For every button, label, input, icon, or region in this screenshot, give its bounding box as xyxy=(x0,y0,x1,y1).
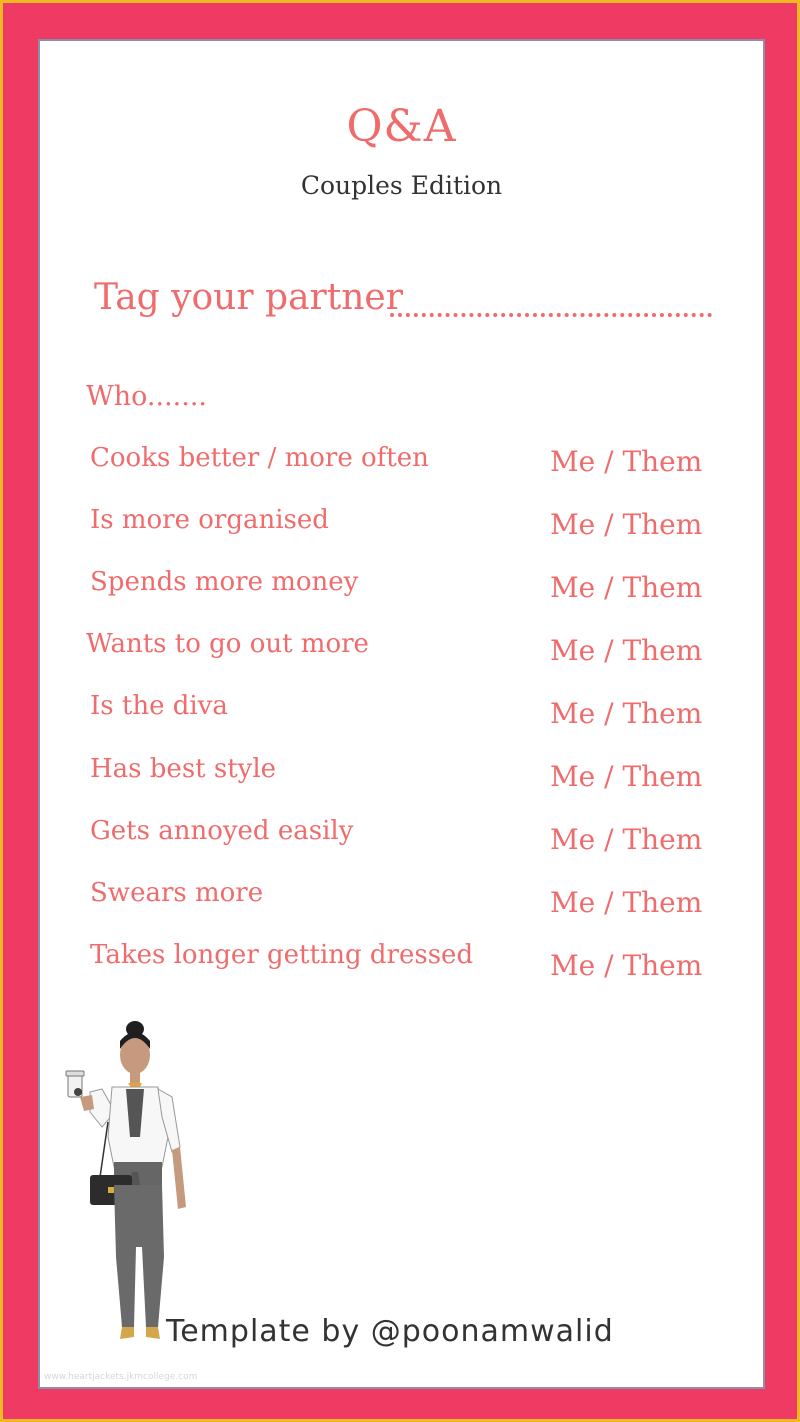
left-hand xyxy=(80,1095,94,1111)
answer-choice: Me / Them xyxy=(550,949,703,982)
question-label: Spends more money xyxy=(90,567,359,597)
question-label: Gets annoyed easily xyxy=(90,816,354,846)
template-card xyxy=(38,39,765,1389)
answer-choice: Me / Them xyxy=(550,445,703,478)
answer-choice: Me / Them xyxy=(550,571,703,604)
question-label: Has best style xyxy=(90,754,277,784)
answer-choice: Me / Them xyxy=(550,634,703,667)
watermark-text: www.heartjackets.jkmcollege.com xyxy=(44,1372,198,1382)
section-label: Who....... xyxy=(86,381,207,412)
question-label: Swears more xyxy=(90,878,264,908)
left-shoe xyxy=(120,1327,134,1339)
neck xyxy=(130,1072,140,1084)
question-label: Is the diva xyxy=(90,691,228,721)
right-arm xyxy=(172,1147,186,1209)
page-subtitle: Couples Edition xyxy=(300,171,503,200)
question-label: Is more organised xyxy=(90,505,329,535)
tag-partner-blank-line xyxy=(390,283,712,317)
fashion-woman-illustration xyxy=(50,1017,200,1347)
question-label: Wants to go out more xyxy=(86,629,369,659)
template-credit: Template by @poonamwalid xyxy=(166,1314,614,1349)
question-label: Takes longer getting dressed xyxy=(90,940,474,970)
answer-choice: Me / Them xyxy=(550,823,703,856)
answer-choice: Me / Them xyxy=(550,886,703,919)
answer-choice: Me / Them xyxy=(550,760,703,793)
tag-partner-label: Tag your partner xyxy=(94,277,403,318)
page-frame xyxy=(3,3,797,1419)
answer-choice: Me / Them xyxy=(550,697,703,730)
right-shoe xyxy=(146,1327,160,1339)
grey-trousers xyxy=(114,1185,164,1327)
question-label: Cooks better / more often xyxy=(90,443,429,473)
page-title: Q&A xyxy=(346,101,457,152)
answer-choice: Me / Them xyxy=(550,508,703,541)
